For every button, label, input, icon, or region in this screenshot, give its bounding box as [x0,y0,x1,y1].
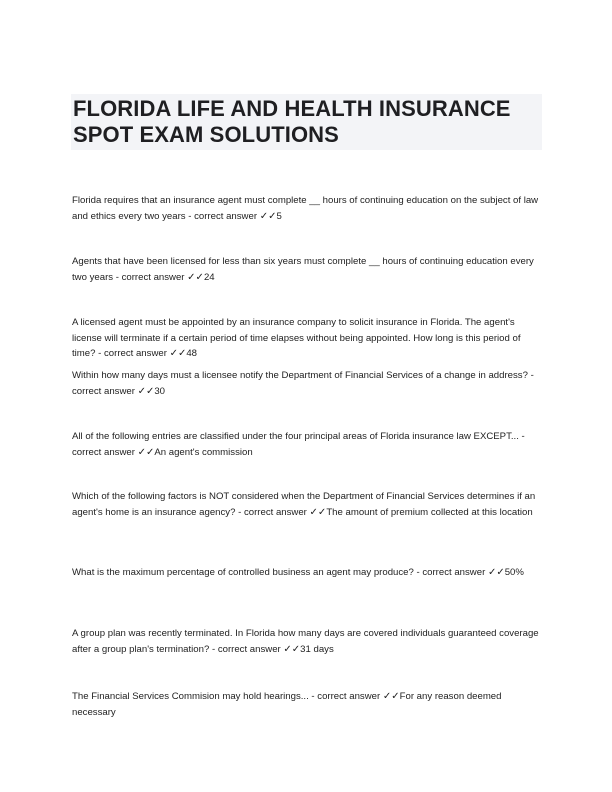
qa-item-1 [72,193,544,224]
answer-text: 50% [504,567,524,578]
qa-item-8 [72,626,544,657]
qa-item-5 [72,429,544,460]
check-icon: ✓✓ [137,385,155,397]
check-icon: ✓✓ [309,506,327,518]
qa-item-9 [72,689,544,720]
qa-item-4 [72,368,544,399]
question-text: Agents that have been licensed for less than six years must complete __ hours of continuing education every two years - correct answer [72,256,534,283]
check-icon: ✓✓ [487,567,505,578]
question-text: Which of the following factors is NOT considered when the Department of Financial Services determines if an agent's home is an insurance agency? - correct answer [72,491,536,518]
question-text: What is the maximum percentage of controlled business an agent may produce? - correct answer [72,567,488,578]
question-text: All of the following entries are classified under the four principal areas of Florida insurance law EXCEPT... - correct answer [72,431,525,458]
answer-text: 48 [186,348,198,360]
answer-text: An agent's commission [154,446,253,458]
qa-item-2 [72,254,544,285]
answer-text: 24 [203,271,215,283]
question-text: Within how many days must a licensee notify the Department of Financial Services of a change in address? - correct answer [72,370,534,397]
question-text: A group plan was recently terminated. In Florida how many days are covered individuals guaranteed coverage after a group plan's termination? - correct answer [72,628,539,655]
answer-text: 5 [276,210,282,222]
answer-text: 31 days [300,643,334,655]
check-icon: ✓✓ [187,271,204,283]
question-text: The Financial Services Commision may hold hearings... - correct answer [72,691,383,702]
qa-item-6 [72,489,544,520]
check-icon: ✓✓ [283,643,301,655]
check-icon: ✓✓ [137,446,155,458]
document-title: FLORIDA LIFE AND HEALTH INSURANCE SPOT EXAM SOLUTIONS [73,96,511,147]
answer-text: 30 [154,385,166,397]
check-icon: ✓✓ [259,210,277,222]
check-icon: ✓✓ [169,348,187,360]
answer-text: The amount of premium collected at this location [326,506,533,518]
question-text: Florida requires that an insurance agent must complete __ hours of continuing education on the subject of law and ethics every two years - correct answer [72,195,539,222]
qa-item-3 [72,315,544,362]
answer-text: For any reason deemed necessary [72,691,502,718]
question-text: A licensed agent must be appointed by an insurance company to solicit insurance in Florida. The agent's license will terminate if a certain period of time elapses without being appointed. How long is this period of time? - correct answer [72,317,521,360]
qa-item-7 [72,565,544,581]
check-icon: ✓✓ [382,691,400,702]
